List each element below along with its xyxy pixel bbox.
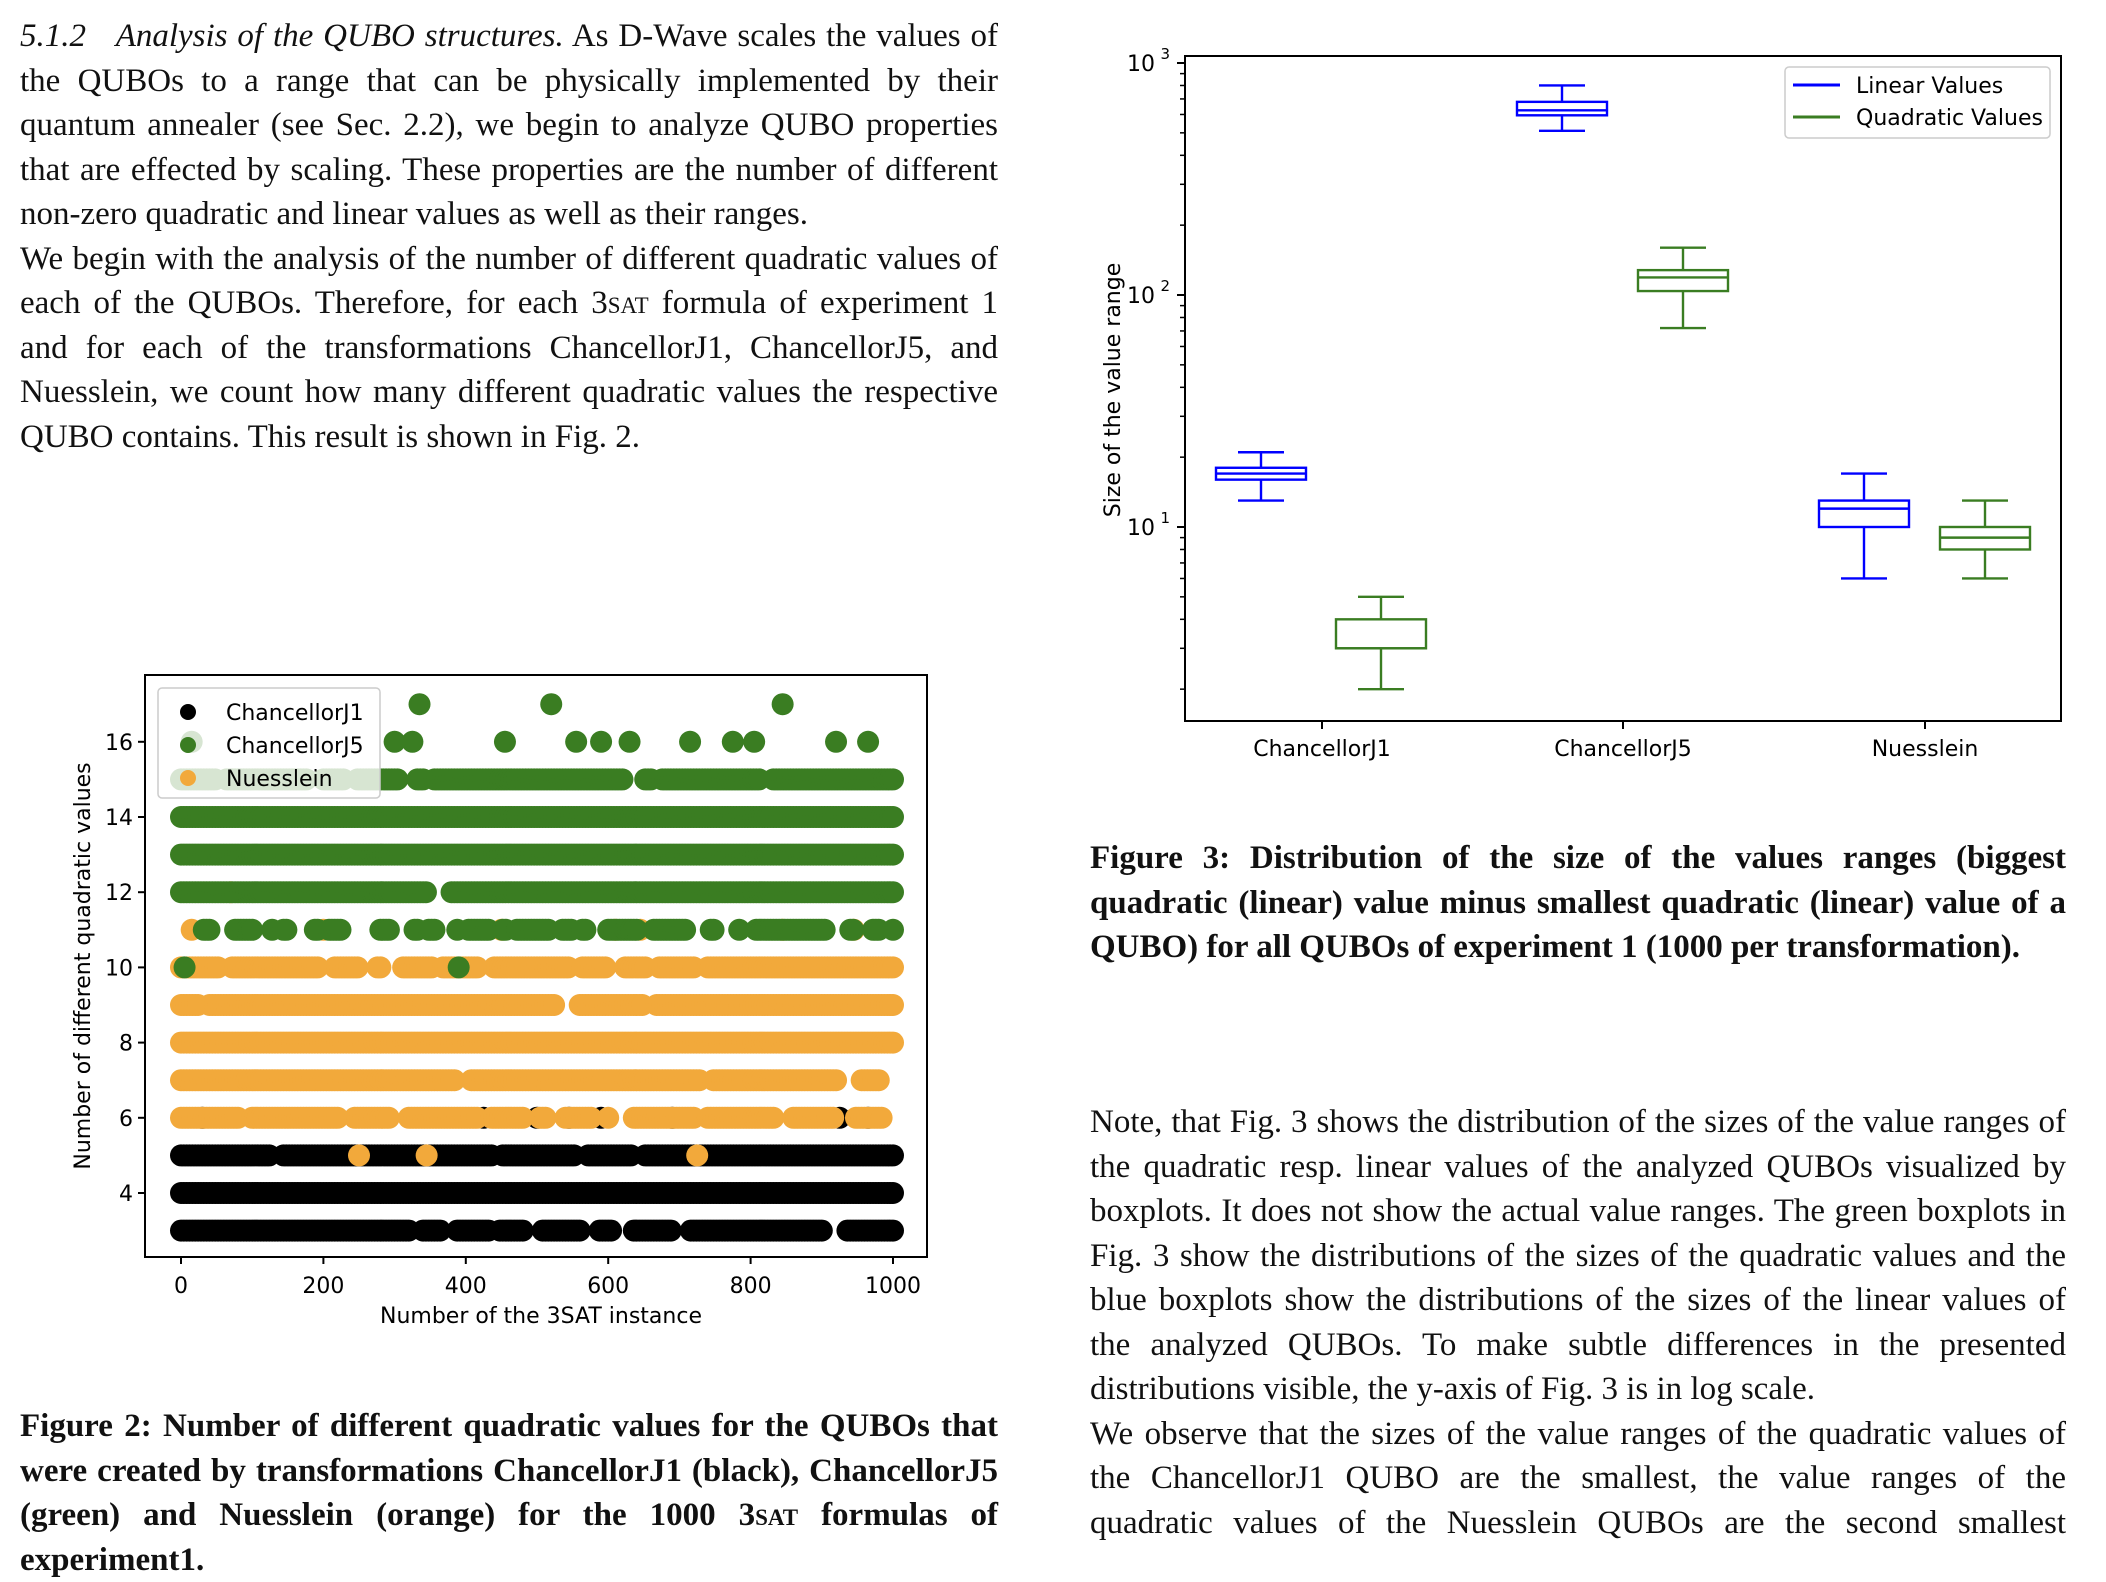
x-tick-label: 800 xyxy=(729,1274,772,1299)
svg-text:3: 3 xyxy=(1160,45,1170,63)
paragraph-4: We observe that the sizes of the value ranges of the quadratic values of the ChancellorJ1 QUBO are the smallest, the value ranges of the quadratic values of the Nuesslein QUBOs are the second smallest xyxy=(1090,1415,2066,1541)
series-linear-values xyxy=(1216,85,1909,578)
figure-2-scatter-chart xyxy=(71,675,927,1329)
legend xyxy=(1785,67,2050,138)
svg-text:2: 2 xyxy=(1160,277,1170,295)
y-tick-label: 6 xyxy=(119,1106,133,1132)
figure-3-caption: Figure 3: Distribution of the size of the values ranges (biggest quadratic (linear) value minus smallest quadratic (linear) value of a QUBO) for all QUBOs of experiment 1 (1000 per transformation). xyxy=(1090,840,2066,965)
x-tick-label: 600 xyxy=(587,1274,630,1299)
x-tick-label: 200 xyxy=(302,1274,345,1299)
y-axis-label: Size of the value range xyxy=(1101,262,1126,518)
series-quadratic-values xyxy=(1336,248,2030,690)
paragraph-3: Note, that Fig. 3 shows the distribution of the sizes of the value ranges of the quadratic resp. linear values of the analyzed QUBOs visualized by boxplots. It does not show the actual value ranges. The green boxplots in Fig. 3 show the distributions of the sizes of the quadratic values and the blue boxplots show the distributions of the sizes of the linear values of the analyzed QUBOs. To make subtle differences in the presented distributions visible, the y-axis of Fig. 3 is in log scale. xyxy=(1090,1104,2066,1407)
x-tick-label: Nuesslein xyxy=(1871,737,1979,762)
3sat-smallcaps: 3sat xyxy=(738,1497,799,1533)
legend-label: Linear Values xyxy=(1856,74,2004,99)
y-tick-label: 12 xyxy=(105,881,133,907)
section-number: 5.1.2 xyxy=(20,18,86,54)
figure-3-boxplot-chart xyxy=(1101,45,2061,762)
x-tick-label: ChancellorJ1 xyxy=(1253,737,1391,762)
plot-frame xyxy=(1185,56,2061,721)
fig2-caption-text-a: Figure 2: Number of different quadratic values for the QUBOs that were created by transformations ChancellorJ1 (black), ChancellorJ5 (green) and Nuesslein (orange) for the 1000 xyxy=(20,1408,998,1533)
y-tick-label: 14 xyxy=(105,806,133,831)
legend-marker-icon xyxy=(180,770,196,786)
y-axis-label: Number of different quadratic values xyxy=(71,762,96,1170)
y-tick-label: 4 xyxy=(119,1182,133,1207)
fig2-caption-text-b: formulas of experiment1. xyxy=(20,1497,998,1578)
x-axis-label: Number of the 3SAT instance xyxy=(379,1304,703,1329)
y-tick-label: 16 xyxy=(105,730,133,756)
legend-label: Quadratic Values xyxy=(1856,106,2043,131)
legend-label: ChancellorJ1 xyxy=(226,701,364,726)
section-title: Analysis of the QUBO structures. xyxy=(115,18,564,54)
svg-text:1: 1 xyxy=(1160,509,1170,527)
y-tick-label: 8 xyxy=(119,1031,133,1057)
legend xyxy=(158,688,380,798)
y-tick-label: 10 xyxy=(105,956,133,982)
x-tick-label: 1000 xyxy=(865,1274,921,1299)
paragraph-2-text-b: formula of experiment 1 and for each of the transformations ChancellorJ1, ChancellorJ5, and Nuesslein, we count how many different quadratic values the respective QUBO contains. This result is shown in Fig. 2. xyxy=(20,285,999,455)
x-tick-label: 0 xyxy=(174,1274,188,1299)
paragraph-1-text: As D-Wave scales the values of the QUBOs to a range that can be physically implemented by their quantum annealer (see Sec. 2.2), we begin to analyze QUBO properties that are effected by scaling. These properties are the number of different non-zero quadratic and linear values as well as their ranges. xyxy=(20,18,998,232)
x-tick-label: 400 xyxy=(444,1274,487,1299)
3sat-smallcaps: 3sat xyxy=(591,285,649,321)
y-tick-label: 10 xyxy=(1127,284,1155,309)
box xyxy=(1638,270,1728,291)
box xyxy=(1819,501,1909,527)
legend-marker-icon xyxy=(180,737,196,753)
y-tick-label: 10 xyxy=(1127,52,1155,77)
y-tick-label: 10 xyxy=(1127,516,1155,541)
legend-label: Nuesslein xyxy=(226,767,333,792)
x-tick-label: ChancellorJ5 xyxy=(1554,737,1692,762)
box xyxy=(1336,619,1426,648)
box xyxy=(1517,102,1607,115)
legend-marker-icon xyxy=(180,704,196,720)
legend-label: ChancellorJ5 xyxy=(226,734,364,759)
paragraph-2-text-a: We begin with the analysis of the number of different quadratic values of each of the QUBOs. Therefore, for each xyxy=(20,240,998,321)
